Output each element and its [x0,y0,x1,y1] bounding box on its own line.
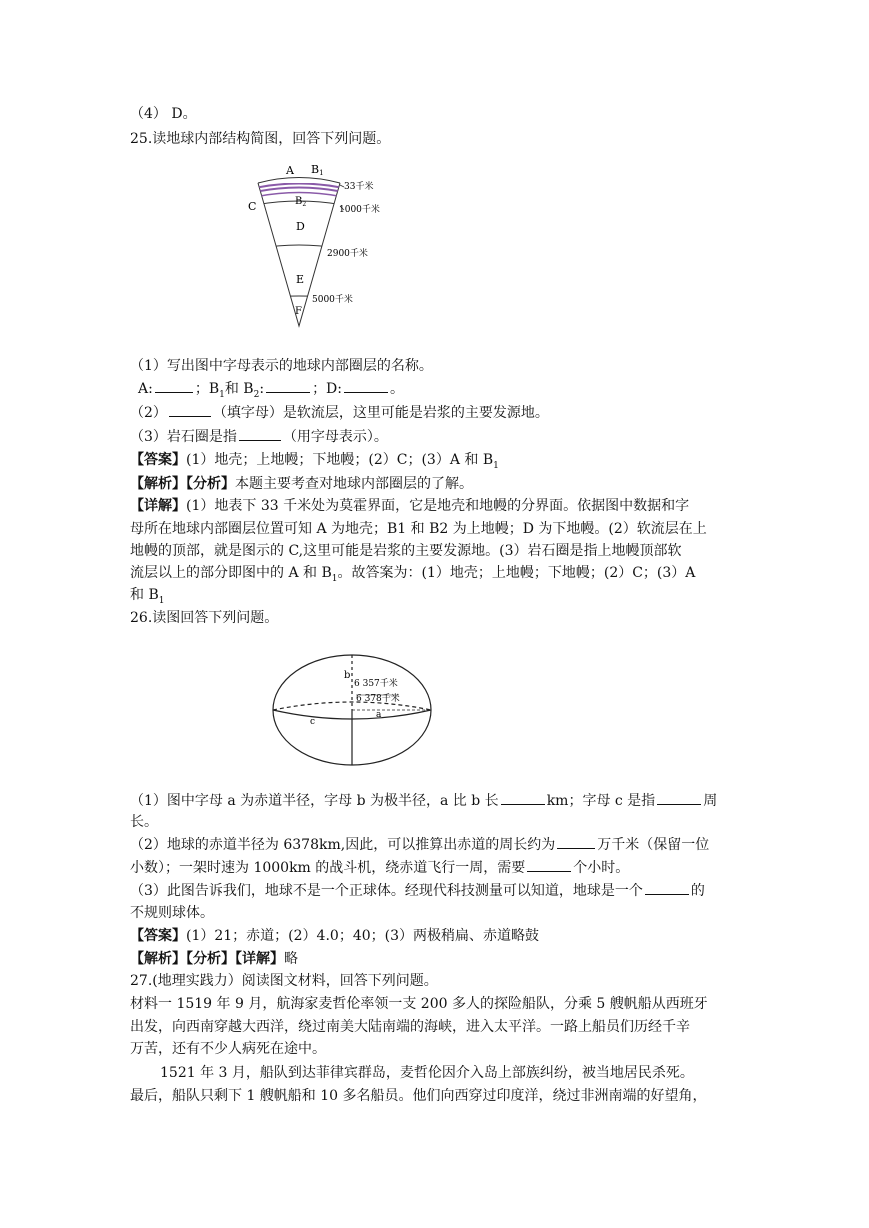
label-B2: $B_2$ [295,196,307,208]
analysis-line: 【解析】【分析】本题主要考查对地球内部圈层的了解。 [130,476,473,492]
question-27-title: 27.(地理实践力）阅读图文材料，回答下列问题。 [130,973,438,989]
label-E: E [296,273,305,286]
material-line: 万苦，还有不少人病死在途中。 [130,1041,326,1057]
question-26-part3: （3）此图告诉我们，地球不是一个正球体。经现代科技测量可以知道，地球是一个 的 [130,880,705,901]
answer-blank[interactable] [344,378,388,393]
analysis-line: 【解析】【分析】【详解】略 [130,951,298,967]
depth-1000: 1000千米 [339,205,380,215]
detail-line: 流层以上的部分即图中的 A 和 $B_1$。故答案为：(1）地壳；上地幔；下地幔；(2）C；(3）A [130,565,696,584]
label-F: F [295,306,302,317]
answer-blank[interactable] [169,402,211,417]
question-25-title: 25.读地球内部结构简图，回答下列问题。 [130,131,391,147]
question-25-blanks: A: ；$B_1$和 $B_2$: ；D: 。 [138,378,404,405]
answer-blank[interactable] [239,426,281,441]
answer-blank[interactable] [527,857,571,872]
detail-line: 【详解】(1）地表下 33 千米处为莫霍界面，它是地壳和地幔的分界面。依据图中数据和字 [130,498,690,514]
earth-shape-figure [268,650,438,768]
answer-blank[interactable] [266,378,310,393]
earth-interior-figure [240,158,420,333]
answer-blank[interactable] [155,378,193,393]
material-line: 材料一 1519 年 9 月，航海家麦哲伦率领一支 200 多人的探险船队，分乘 5 艘帆船从西班牙 [130,996,708,1012]
detail-line: 和 $B_1$ [130,587,165,606]
depth-2900: 2900千米 [327,249,368,259]
question-25-part3: （3）岩石圈是指 （用字母表示）。 [130,426,388,447]
question-25-part2: （2） （填字母）是软流层，这里可能是岩浆的主要发源地。 [130,402,549,423]
answer-line: 【答案】(1）地壳；上地幔；下地幔；(2）C；(3）A 和 $B_1$ [130,452,499,471]
label-C: C [248,200,257,213]
depth-33: 33千米 [344,182,374,192]
text-line: 长。 [130,814,158,830]
label-B1: B1 [311,163,324,177]
equator-radius: 6 378千米 [356,694,400,704]
material-line: 最后，船队只剩下 1 艘帆船和 10 多名船员。他们向西穿过印度洋，绕过非洲南端的好望角， [130,1088,707,1104]
text-line: （4） D。 [130,106,197,122]
answer-blank[interactable] [657,790,701,805]
label-D: D [296,220,305,233]
answer-blank[interactable] [501,790,545,805]
label-c: c [310,717,316,727]
question-26-part2: （2）地球的赤道半径为 6378km,因此，可以推算出赤道的周长约为 万千米（保留一位 [130,834,709,855]
question-26-part1: （1）图中字母 a 为赤道半径，字母 b 为极半径，a 比 b 长 km；字母 c 是指 周 [130,790,717,811]
label-A: A [286,164,294,177]
label-b: b [344,670,351,681]
question-25-part1: （1）写出图中字母表示的地球内部圈层的名称。 [130,358,433,374]
detail-line: 母所在地球内部圈层位置可知 A 为地壳；B1 和 B2 为上地幔；D 为下地幔。(2）软流层在上 [130,521,707,537]
material-line: 1521 年 3 月，船队到达菲律宾群岛，麦哲伦因介入岛上部族纠纷，被当地居民杀死。 [160,1065,694,1081]
text-line: 不规则球体。 [130,905,214,921]
label-a: a [376,710,382,720]
question-26-title: 26.读图回答下列问题。 [130,610,279,626]
material-line: 出发，向西南穿越大西洋，绕过南美大陆南端的海峡，进入太平洋。一路上船员们历经千辛 [130,1019,690,1035]
text-line: 小数）；一架时速为 1000km 的战斗机，绕赤道飞行一周，需要 个小时。 [130,857,629,878]
depth-5000: 5000千米 [312,295,353,305]
polar-radius: 6 357千米 [354,679,398,689]
answer-line: 【答案】(1）21；赤道；(2）4.0；40；(3）两极稍扁、赤道略鼓 [130,928,539,944]
answer-blank[interactable] [557,834,595,849]
detail-line: 地幔的顶部，就是图示的 C,这里可能是岩浆的主要发源地。(3）岩石圈是指上地幔顶部软 [130,543,682,559]
answer-blank[interactable] [645,880,689,895]
